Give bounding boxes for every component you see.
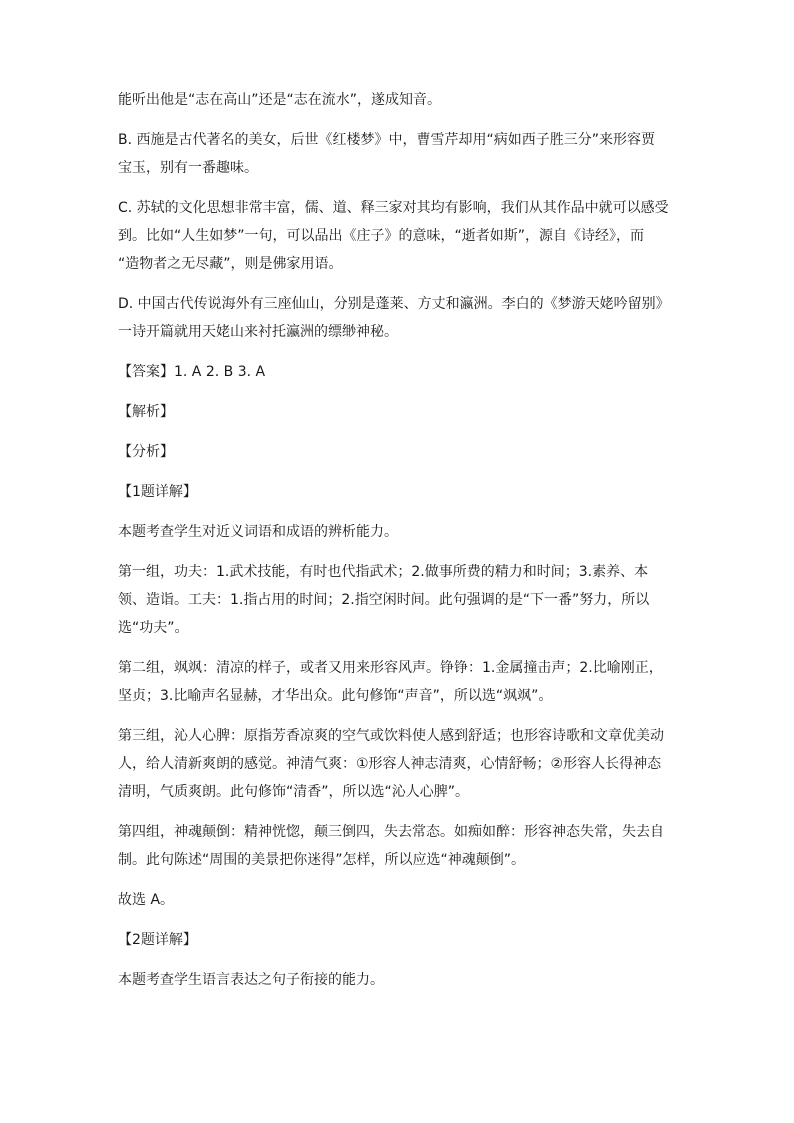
text-line: “造物者之无尽藏”，则是佛家用语。 — [118, 256, 343, 272]
text-line: D. 中国古代传说海外有三座仙山，分别是蓬莱、方丈和瀛洲。李白的《梦游天姥吟留别》 — [118, 296, 670, 312]
paragraph — [118, 86, 684, 114]
text-line: 本题考查学生语言表达之句子衔接的能力。 — [118, 972, 384, 988]
paragraph — [118, 518, 684, 546]
text-line: 【1题详解】 — [118, 484, 197, 500]
paragraph — [118, 398, 684, 426]
paragraph — [118, 358, 684, 386]
text-line: 到。比如“人生如梦”一句，可以品出《庄子》的意味，“逝者如斯”，源自《诗经》，而 — [118, 228, 645, 244]
text-line: 清明，气质爽朗。此句修饰“清香”，所以选“沁人心脾”。 — [118, 784, 470, 800]
paragraph — [118, 126, 684, 182]
paragraph — [118, 478, 684, 506]
text-line: C. 苏轼的文化思想非常丰富，儒、道、释三家对其均有影响，我们从其作品中就可以感受 — [118, 200, 669, 216]
paragraph — [118, 818, 684, 874]
paragraph — [118, 558, 684, 642]
text-line: 领、造诣。工夫：1.指占用的时间；2.指空闲时间。此句强调的是“下一番”努力，所以 — [118, 592, 650, 608]
paragraph — [118, 722, 684, 806]
paragraph — [118, 290, 684, 346]
text-line: 人，给人清新爽朗的感觉。神清气爽：①形容人神志清爽，心情舒畅；②形容人长得神态 — [118, 756, 662, 772]
paragraph — [118, 886, 684, 914]
document-page — [118, 86, 684, 1006]
paragraph — [118, 966, 684, 994]
text-line: 一诗开篇就用天姥山来衬托瀛洲的缥缈神秘。 — [118, 324, 398, 340]
text-line: 本题考查学生对近义词语和成语的辨析能力。 — [118, 524, 398, 540]
text-line: B. 西施是古代著名的美女，后世《红楼梦》中，曹雪芹却用“病如西子胜三分”来形容贾 — [118, 132, 656, 148]
text-line: 能听出他是“志在高山”还是“志在流水”，遂成知音。 — [118, 92, 442, 108]
document-body — [118, 86, 684, 994]
text-line: 【分析】 — [118, 444, 174, 460]
text-line: 【2题详解】 — [118, 932, 197, 948]
paragraph — [118, 654, 684, 710]
text-line: 【解析】 — [118, 404, 174, 420]
text-line: 【答案】1. A 2. B 3. A — [118, 364, 266, 380]
text-line: 宝玉，别有一番趣味。 — [118, 160, 258, 176]
text-line: 坚贞；3.比喻声名显赫，才华出众。此句修饰“声音”，所以选“飒飒”。 — [118, 688, 553, 704]
text-line: 第三组，沁人心脾：原指芳香凉爽的空气或饮料使人感到舒适；也形容诗歌和文章优美动 — [118, 728, 664, 744]
text-line: 第四组，神魂颠倒：精神恍惚，颠三倒四，失去常态。如痴如醉：形容神态失常，失去自 — [118, 824, 664, 840]
paragraph — [118, 194, 684, 278]
text-line: 选“功夫”。 — [118, 620, 189, 636]
text-line: 故选 A。 — [118, 892, 175, 908]
text-line: 第二组，飒飒：清凉的样子，或者又用来形容风声。铮铮：1.金属撞击声；2.比喻刚正， — [118, 660, 663, 676]
text-line: 第一组，功夫：1.武术技能，有时也代指武术；2.做事所费的精力和时间；3.素养、本 — [118, 564, 649, 580]
text-line: 制。此句陈述“周围的美景把你迷得”怎样，所以应选“神魂颠倒”。 — [118, 852, 526, 868]
paragraph — [118, 438, 684, 466]
paragraph — [118, 926, 684, 954]
